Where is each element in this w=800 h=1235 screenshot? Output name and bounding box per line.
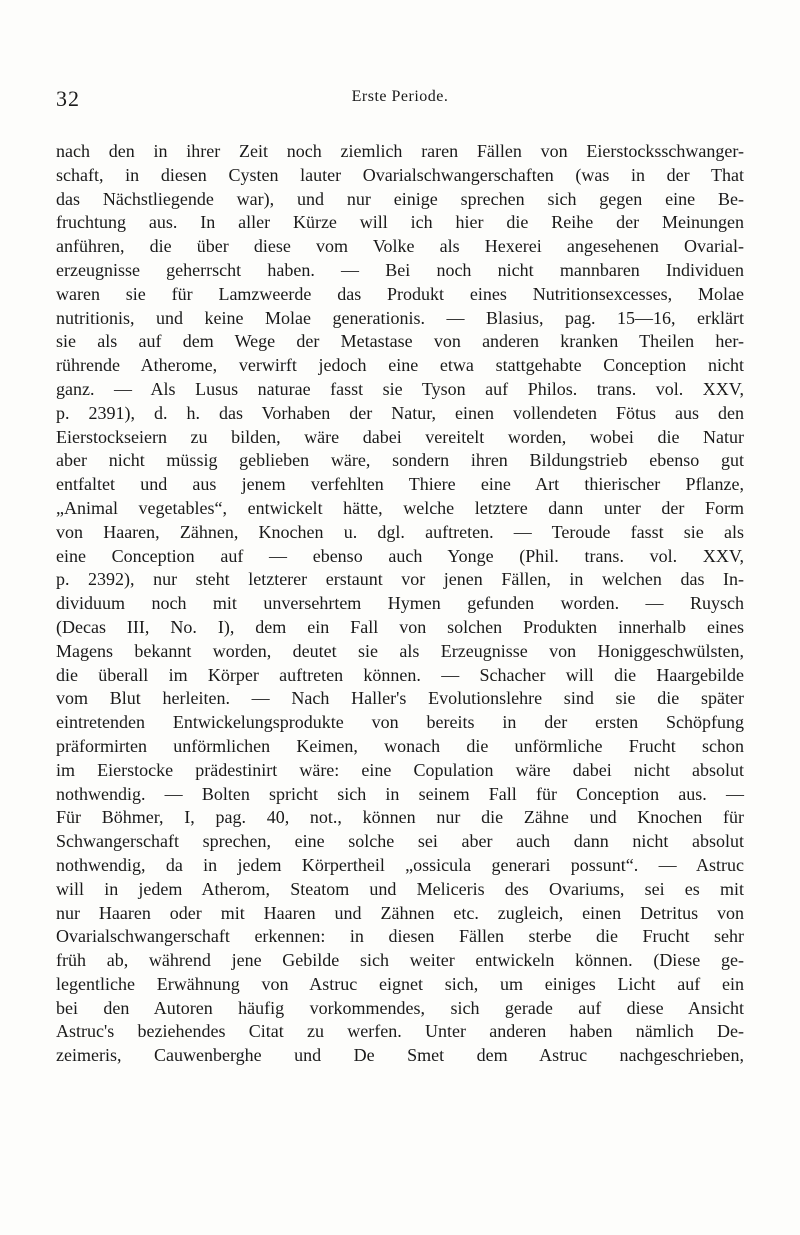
text-line: anführen, die über diese vom Volke als Hexerei angesehenen Ovarial-	[56, 236, 744, 257]
text-line: Für Böhmer, I, pag. 40, not., können nur die Zähne und Knochen für	[56, 807, 744, 828]
text-line: ganz. — Als Lusus naturae fasst sie Tyson auf Philos. trans. vol. XXV,	[56, 378, 744, 399]
text-line: Magens bekannt worden, deutet sie als Erzeugnisse von Honiggeschwülsten,	[56, 640, 744, 661]
text-line: nur Haaren oder mit Haaren und Zähnen etc. zugleich, einen Detritus von	[56, 902, 744, 923]
text-line: das Nächstliegende war), und nur einige sprechen sich gegen eine Be-	[56, 188, 744, 209]
text-line: waren sie für Lamzweerde das Produkt eines Nutritionsexcesses, Molae	[56, 283, 744, 304]
text-line: aber nicht müssig geblieben wäre, sondern ihren Bildungstrieb ebenso gut	[56, 450, 744, 471]
text-line: fruchtung aus. In aller Kürze will ich hier die Reihe der Meinungen	[56, 212, 744, 233]
text-line: im Eierstocke prädestinirt wäre: eine Copulation wäre dabei nicht absolut	[56, 759, 744, 780]
text-line: p. 2392), nur steht letzterer erstaunt vor jenen Fällen, in welchen das In-	[56, 569, 744, 590]
text-line: schaft, in diesen Cysten lauter Ovarialschwangerschaften (was in der That	[56, 164, 744, 185]
text-line: (Decas III, No. I), dem ein Fall von solchen Produkten innerhalb eines	[56, 616, 744, 637]
text-line: Ovarialschwangerschaft erkennen: in diesen Fällen sterbe die Frucht sehr	[56, 926, 744, 947]
text-line: Astruc's beziehendes Citat zu werfen. Unter anderen haben nämlich De-	[56, 1021, 744, 1042]
text-line: nothwendig, da in jedem Körpertheil „ossicula generari possunt“. — Astruc	[56, 854, 744, 875]
text-line: „Animal vegetables“, entwickelt hätte, welche letztere dann unter der Form	[56, 497, 744, 518]
running-head: Erste Periode.	[351, 88, 449, 105]
text-line: eintretenden Entwickelungsprodukte von bereits in der ersten Schöpfung	[56, 712, 744, 733]
text-line: legentliche Erwähnung von Astruc eignet sich, um einiges Licht auf ein	[56, 973, 744, 994]
text-line: nothwendig. — Bolten spricht sich in seinem Fall für Conception aus. —	[56, 783, 744, 804]
text-line: von Haaren, Zähnen, Knochen u. dgl. auftreten. — Teroude fasst sie als	[56, 521, 744, 542]
text-line: will in jedem Atherom, Steatom und Meliceris des Ovariums, sei es mit	[56, 878, 744, 899]
page-number: 32	[56, 86, 80, 111]
text-line: entfaltet und aus jenem verfehlten Thiere eine Art thierischer Pflanze,	[56, 474, 744, 495]
body-text	[56, 140, 744, 1068]
text-line: bei den Autoren häufig vorkommendes, sich gerade auf diese Ansicht	[56, 997, 744, 1018]
text-line: eine Conception auf — ebenso auch Yonge (Phil. trans. vol. XXV,	[56, 545, 744, 566]
text-line: sie als auf dem Wege der Metastase von anderen kranken Theilen her-	[56, 331, 744, 352]
text-line: vom Blut herleiten. — Nach Haller's Evolutionslehre sind sie die später	[56, 688, 744, 709]
text-line: nach den in ihrer Zeit noch ziemlich raren Fällen von Eierstocksschwanger-	[56, 141, 744, 161]
page-header	[56, 86, 744, 116]
text-line: Eierstockseiern zu bilden, wäre dabei vereitelt worden, wobei die Natur	[56, 426, 744, 447]
text-line: rührende Atherome, verwirft jedoch eine etwa stattgehabte Conception nicht	[56, 355, 744, 376]
text-line: nutritionis, und keine Molae generationis. — Blasius, pag. 15—16, erklärt	[56, 307, 744, 328]
text-line: früh ab, während jene Gebilde sich weiter entwickeln können. (Diese ge-	[56, 950, 744, 971]
text-line: präformirten unförmlichen Keimen, wonach die unförmliche Frucht schon	[56, 735, 744, 756]
text-line: erzeugnisse geherrscht haben. — Bei noch nicht mannbaren Individuen	[56, 259, 744, 280]
text-line: Schwangerschaft sprechen, eine solche sei aber auch dann nicht absolut	[56, 831, 744, 852]
text-line: p. 2391), d. h. das Vorhaben der Natur, einen vollendeten Fötus aus den	[56, 402, 744, 423]
text-line: zeimeris, Cauwenberghe und De Smet dem Astruc nachgeschrieben,	[56, 1045, 744, 1066]
text-line: die überall im Körper auftreten können. — Schacher will die Haargebilde	[56, 664, 744, 685]
text-line: dividuum noch mit unversehrtem Hymen gefunden worden. — Ruysch	[56, 593, 744, 614]
